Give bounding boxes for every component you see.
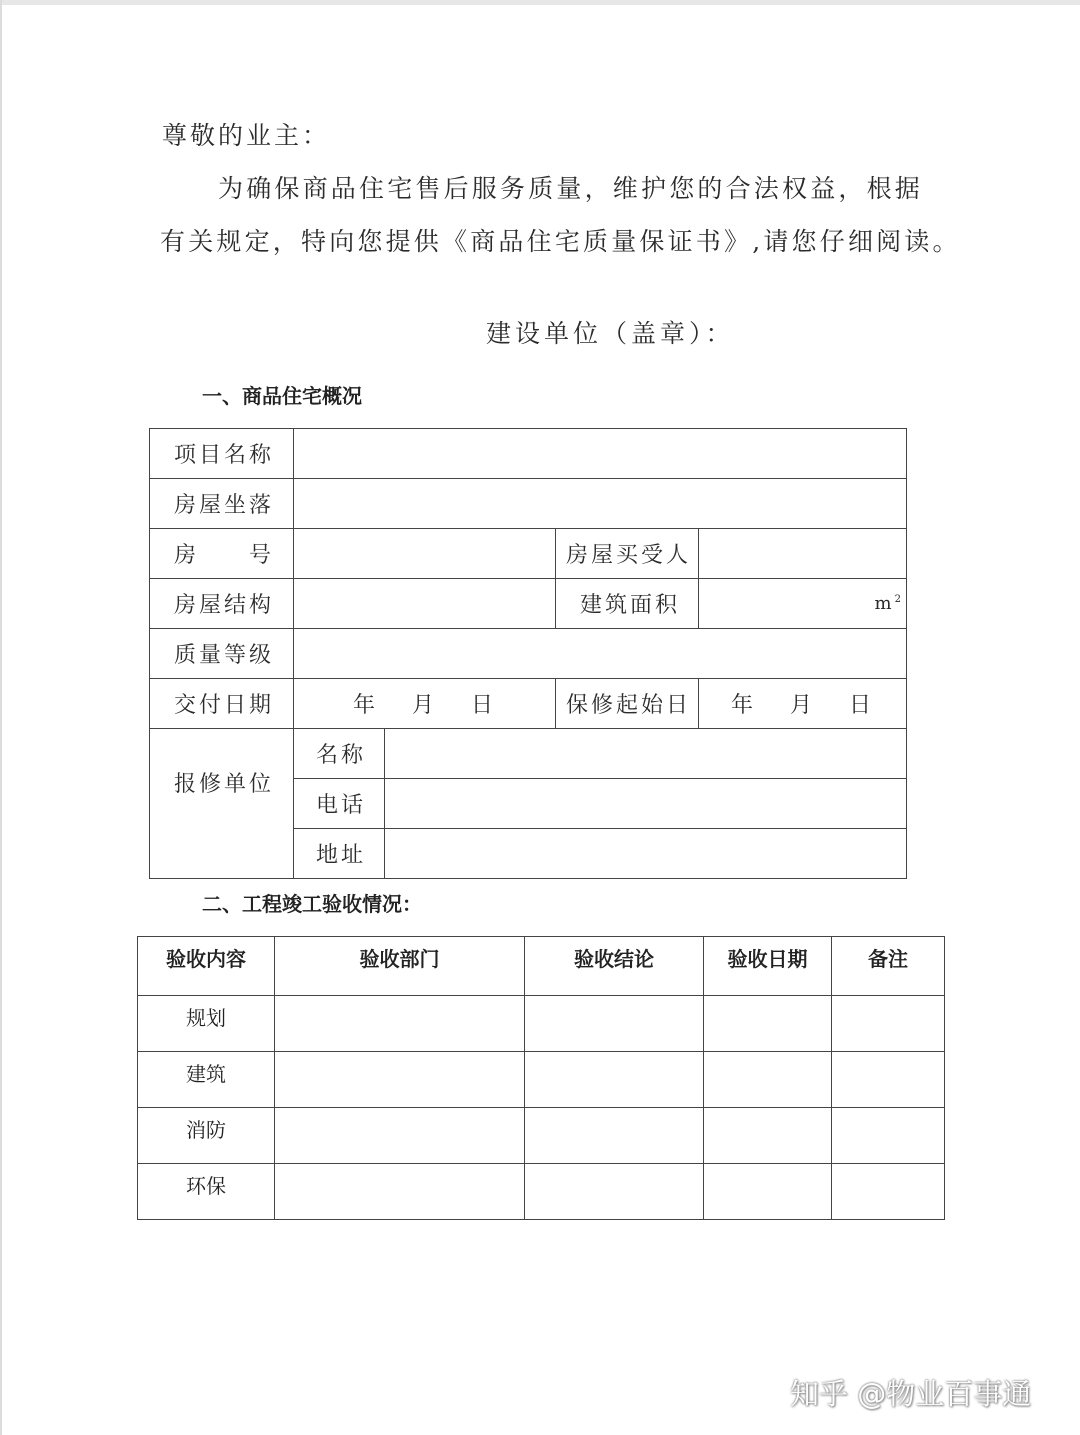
header-department: 验收部门 bbox=[275, 937, 525, 996]
section-2-title: 二、工程竣工验收情况： bbox=[202, 892, 422, 916]
cell-conclusion[interactable] bbox=[525, 996, 704, 1052]
cell-date[interactable] bbox=[704, 1164, 832, 1220]
area-field[interactable] bbox=[699, 579, 907, 629]
row-label-environment: 环保 bbox=[138, 1164, 275, 1220]
table-row bbox=[150, 729, 907, 779]
cell-date[interactable] bbox=[704, 996, 832, 1052]
cell-date[interactable] bbox=[704, 1052, 832, 1108]
cell-conclusion[interactable] bbox=[525, 1052, 704, 1108]
table-row bbox=[150, 679, 907, 729]
cell-remarks[interactable] bbox=[832, 1108, 945, 1164]
cell-department[interactable] bbox=[275, 996, 525, 1052]
room-no-field[interactable] bbox=[294, 529, 556, 579]
header-content: 验收内容 bbox=[138, 937, 275, 996]
page-left-edge bbox=[0, 0, 2, 1435]
cell-remarks[interactable] bbox=[832, 996, 945, 1052]
developer-stamp-line: 建设单位（盖章）： bbox=[486, 319, 735, 348]
section-1-title: 一、商品住宅概况 bbox=[202, 384, 362, 408]
top-bar bbox=[0, 0, 1080, 5]
row-label-planning: 规划 bbox=[138, 996, 275, 1052]
table-header-row bbox=[138, 937, 945, 996]
label-delivery-date: 交付日期 bbox=[150, 679, 294, 729]
label-structure: 房屋结构 bbox=[150, 579, 294, 629]
delivery-date-field[interactable]: 年 月 日 bbox=[294, 679, 556, 729]
label-repair-address: 地址 bbox=[294, 829, 385, 879]
cell-department[interactable] bbox=[275, 1052, 525, 1108]
table-row bbox=[150, 629, 907, 679]
intro-paragraph-line-1: 为确保商品住宅售后服务质量，维护您的合法权益，根据 bbox=[218, 174, 924, 203]
label-warranty-start: 保修起始日 bbox=[556, 679, 699, 729]
intro-paragraph-line-2: 有关规定，特向您提供《商品住宅质量保证书》,请您仔细阅读。 bbox=[160, 227, 961, 256]
cell-department[interactable] bbox=[275, 1108, 525, 1164]
table-row bbox=[150, 479, 907, 529]
table-row bbox=[138, 1108, 945, 1164]
table-row bbox=[138, 996, 945, 1052]
row-label-fire: 消防 bbox=[138, 1108, 275, 1164]
table-row bbox=[138, 1052, 945, 1108]
structure-field[interactable] bbox=[294, 579, 556, 629]
cell-conclusion[interactable] bbox=[525, 1108, 704, 1164]
area-unit: m bbox=[874, 593, 895, 614]
cell-conclusion[interactable] bbox=[525, 1164, 704, 1220]
acceptance-table bbox=[137, 936, 945, 1220]
label-project-name: 项目名称 bbox=[150, 429, 294, 479]
cell-remarks[interactable] bbox=[832, 1164, 945, 1220]
header-conclusion: 验收结论 bbox=[525, 937, 704, 996]
table-row bbox=[150, 529, 907, 579]
label-location: 房屋坐落 bbox=[150, 479, 294, 529]
cell-department[interactable] bbox=[275, 1164, 525, 1220]
buyer-field[interactable] bbox=[699, 529, 907, 579]
label-area: 建筑面积 bbox=[556, 579, 699, 629]
header-remarks: 备注 bbox=[832, 937, 945, 996]
label-repair-name: 名称 bbox=[294, 729, 385, 779]
label-repair-unit: 报修单位 bbox=[150, 729, 294, 879]
label-buyer: 房屋买受人 bbox=[556, 529, 699, 579]
label-room-no: 房 号 bbox=[150, 529, 294, 579]
location-field[interactable] bbox=[294, 479, 907, 529]
table-row bbox=[150, 579, 907, 629]
area-unit-superscript: 2 bbox=[894, 594, 904, 605]
repair-phone-field[interactable] bbox=[385, 779, 907, 829]
warranty-start-field[interactable]: 年 月 日 bbox=[699, 679, 907, 729]
label-quality-grade: 质量等级 bbox=[150, 629, 294, 679]
repair-name-field[interactable] bbox=[385, 729, 907, 779]
row-label-construction: 建筑 bbox=[138, 1052, 275, 1108]
zhihu-watermark: 知乎 @物业百事通 bbox=[790, 1377, 1032, 1411]
cell-remarks[interactable] bbox=[832, 1052, 945, 1108]
cell-date[interactable] bbox=[704, 1108, 832, 1164]
repair-address-field[interactable] bbox=[385, 829, 907, 879]
project-name-field[interactable] bbox=[294, 429, 907, 479]
table-row bbox=[150, 429, 907, 479]
header-date: 验收日期 bbox=[704, 937, 832, 996]
quality-grade-field[interactable] bbox=[294, 629, 907, 679]
label-repair-phone: 电话 bbox=[294, 779, 385, 829]
salutation: 尊敬的业主： bbox=[162, 121, 331, 150]
table-row bbox=[138, 1164, 945, 1220]
housing-overview-table bbox=[149, 428, 907, 879]
